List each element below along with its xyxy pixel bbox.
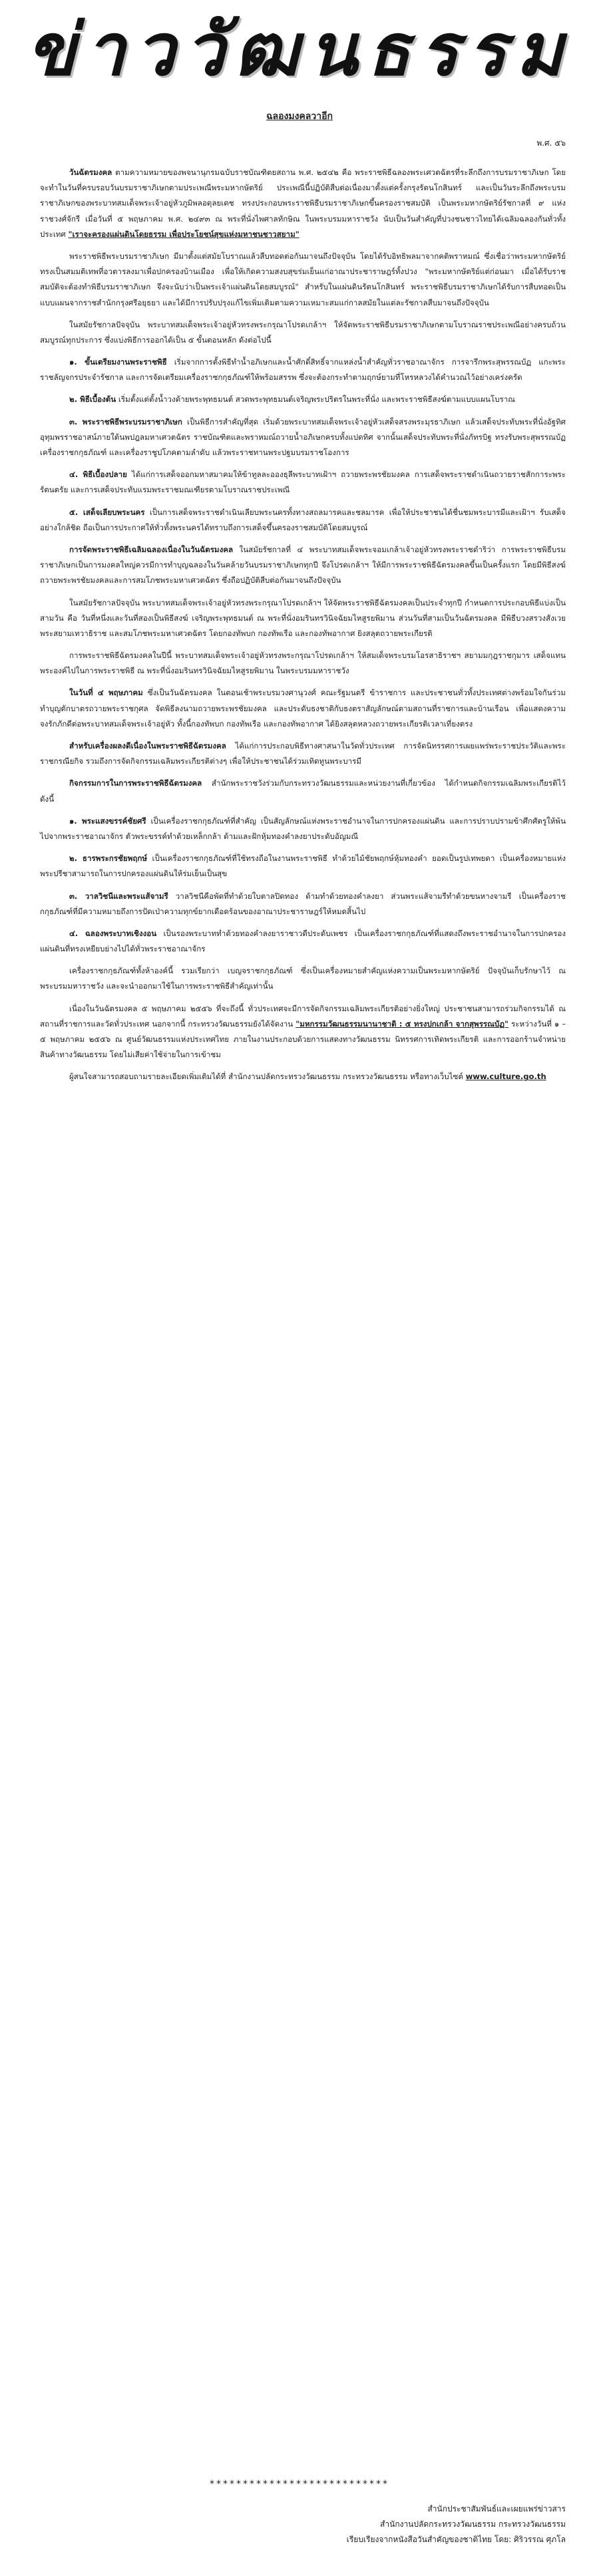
article-paragraph: [40, 1001, 566, 1063]
article-paragraph: [40, 467, 566, 498]
article-paragraph: [40, 542, 566, 589]
article-paragraph: [40, 505, 566, 536]
masthead: [0, 0, 599, 100]
paragraph-lead: การจัดพระราชพิธีเฉลิมฉลองเนื่องในวันฉัตรมงคล: [69, 544, 234, 554]
paragraph-lead: วันฉัตรมงคล: [69, 168, 112, 177]
paragraph-text: ได้แก่การเสด็จออกมหาสมาคมให้ข้าทูลละอองธุลีพระบาทเฝ้าฯ ถวายพระพรชัยมงคล การเสด็จพระราชดำเนินถวายราชสักการะพระรัตนตรัย และการเสด็จประทับแรมพระราชมณเฑียรตามโบราณราชประเพณี: [40, 470, 566, 495]
article-paragraph: [40, 249, 566, 311]
footer-line-2: สำนักงานปลัดกระทรวงวัฒนธรรม กระทรวงวัฒนธรรม: [380, 2519, 566, 2529]
paragraph-text: ในสมัยรัชกาลที่ ๔ พระบาทสมเด็จพระจอมเกล้าเจ้าอยู่หัวทรงพระราชดำริว่า การพระราชพิธีบรมราชาภิเษกเป็นการมงคลใหญ่ควรมีการทำบุญฉลองในวันคล้ายวันบรมราชาภิเษกทุกปี จึงโปรดเกล้าฯ ให้มีการพระราชพิธีฉัตรมงคลขึ้นเป็นครั้งแรก โดยมีพิธีสงฆ์ถวายพระพรชัยมงคลและการสมโภชพระมหาเศวตฉัตร ซึ่งถือปฏิบัติสืบต่อกันมาจนถึงปัจจุบัน: [40, 544, 566, 585]
paragraph-tail: ระหว่างวันที่ ๑ – ๕ พฤษภาคม ๒๕๕๖ ณ ศูนย์วัฒนธรรมแห่งประเทศไทย ภายในงานประกอบด้วยการแสดงทางวัฒนธรรม นิทรรศการเทิดพระเกียรติ และการออกร้านจำหน่ายสินค้าทางวัฒนธรรม โดยไม่เสียค่าใช้จ่ายในการเข้าชม: [40, 1019, 566, 1060]
article-paragraph: [40, 738, 566, 769]
paragraph-lead: กิจกรรมการในการพระราชพิธีฉัตรมงคล: [69, 778, 202, 788]
article-paragraph: [40, 648, 566, 679]
paragraph-text: เป็นการเสด็จพระราชดำเนินเลียบพระนครทั้งทางสถลมารคและชลมารค เพื่อให้ประชาชนได้ชื่นชมพระบารมีและเฝ้าฯ รับเสด็จอย่างใกล้ชิด ถือเป็นการประกาศให้ทั่วทั้งพระนครได้ทราบถึงการเสด็จขึ้นครองราชสมบัติโดยสมบูรณ์: [40, 507, 566, 532]
article-paragraph: [40, 685, 566, 732]
paragraph-text: ซึ่งเป็นวันฉัตรมงคล ในตอนเช้าพระบรมวงศานุวงศ์ คณะรัฐมนตรี ข้าราชการ และประชาชนทั่วทั้งประเทศต่างพร้อมใจกันร่วมทำบุญตักบาตรถวายพระราชกุศล จัดพิธีลงนามถวายพระพรชัยมงคล และประดับธงชาติกับธงตราสัญลักษณ์ตามสถานที่ราชการและบ้านเรือน เพื่อแสดงความจงรักภักดีต่อพระบาทสมเด็จพระเจ้าอยู่หัว ทั้งนี้กองทัพบก กองทัพเรือ และกองทัพอากาศ ได้ยิงสลุตหลวงถวายพระเกียรติเวลาเที่ยงตรง: [40, 688, 566, 728]
masthead-title: ข่าววัฒนธรรม: [26, 8, 573, 92]
paragraph-text: เริ่มจากการตั้งพิธีทำน้ำอภิเษกและน้ำศักดิ์สิทธิ์จากแหล่งน้ำสำคัญทั่วราชอาณาจักร การจารึกพระสุพรรณบัฏ แกะพระราชลัญจกรประจำรัชกาล และการจัดเตรียมเครื่องราชกกุธภัณฑ์ให้พร้อมสรรพ ซึ่งจะต้องกระทำตามฤกษ์ยามที่โหรหลวงได้คำนวณไว้อย่างเคร่งครัด: [40, 357, 566, 383]
paragraph-emphasis: "เราจะครองแผ่นดินโดยธรรม เพื่อประโยชน์สุขแห่งมหาชนชาวสยาม": [68, 229, 300, 239]
article-paragraph: [40, 392, 566, 407]
issue-number: พ.ศ. ๕๖: [536, 138, 566, 148]
footer-credits: [253, 2501, 566, 2547]
article-paragraph: [40, 355, 566, 385]
paragraph-text: ผู้สนใจสามารถสอบถามรายละเอียดเพิ่มเติมได้ที่ สำนักงานปลัดกระทรวงวัฒนธรรม กระทรวงวัฒนธรรม หรือทางเว็บไซต์: [69, 1072, 466, 1082]
paragraph-text: การพระราชพิธีฉัตรมงคลในปีนี้ พระบาทสมเด็จพระเจ้าอยู่หัวทรงพระกรุณาโปรดเกล้าฯ ให้สมเด็จพระบรมโอรสาธิราชฯ สยามมกุฎราชกุมาร เสด็จแทนพระองค์ไปในการพระราชพิธี ณ พระที่นั่งอมรินทรวินิจฉัยมไหสูรยพิมาน ในพระบรมมหาราชวัง: [40, 651, 566, 676]
paragraph-lead: สำหรับเครื่องผลงดีเนื่องในพระราชพิธีฉัตรมงคล: [69, 741, 226, 750]
footer-line-1: สำนักประชาสัมพันธ์และเผยแพร่ข่าวสาร: [427, 2504, 566, 2513]
article-paragraph: [40, 814, 566, 844]
paragraph-text: ตามความหมายของพจนานุกรมฉบับราชบัณฑิตยสถาน พ.ศ. ๒๕๔๒ คือ พระราชพิธีฉลองพระเศวตฉัตรที่ระลึกถึงการบรมราชาภิเษก โดยจะทำในวันที่ครบรอบวันบรมราชาภิเษกตามประเพณีพระมหากษัตริย์ ประเพณีนี้ปฏิบัติสืบต่อเนื่องมาตั้งแต่ครั้งกรุงรัตนโกสินทร์ และเป็นวันระลึกถึงพระบรมราชาภิเษกของพระบาทสมเด็จพระเจ้าอยู่หัวภูมิพลอดุลยเดช ทรงประกอบพระราชพิธีบรมราชาภิเษกขึ้นครองราชสมบัติ เป็นพระมหากษัตริย์รัชกาลที่ ๙ แห่งราชวงศ์จักรี เมื่อวันที่ ๕ พฤษภาคม พ.ศ. ๒๔๙๓ ณ พระที่นั่งไพศาลทักษิณ ในพระบรมมหาราชวัง นับเป็นวันสำคัญที่ปวงชนชาวไทยได้เฉลิมฉลองกันทั่วทั้งประเทศ: [40, 168, 566, 239]
paragraph-text: ได้แก่การประกอบพิธีทางศาสนาในวัดทั่วประเทศ การจัดนิทรรศการเผยแพร่พระราชประวัติและพระราชกรณียกิจ รวมถึงการจัดกิจกรรมเฉลิมพระเกียรติต่างๆ เพื่อให้ประชาชนได้ร่วมเทิดทูนพระบารมี: [40, 741, 566, 766]
article-paragraph: [40, 1069, 566, 1084]
paragraph-lead: ๑. ขั้นเตรียมงานพระราชพิธี: [69, 357, 167, 367]
article-paragraph: [40, 414, 566, 461]
article-paragraph: [40, 776, 566, 806]
paragraph-text: พระราชพิธีพระบรมราชาภิเษก มีมาตั้งแต่สมัยโบราณแล้วสืบทอดต่อกันมาจนถึงปัจจุบัน โดยได้รับอิทธิพลมาจากคติพราหมณ์ ซึ่งเชื่อว่าพระมหากษัตริย์ทรงเป็นสมมติเทพที่อวตารลงมาเพื่อปกครองบ้านเมือง เพื่อให้เกิดความสงบสุขร่มเย็นแก่อาณาประชาราษฎร์ทั้งปวง "พระมหากษัตริย์แต่ก่อนมา เมื่อได้รับราชสมบัติจะต้องทำพิธีบรมราชาภิเษก จึงจะนับว่าเป็นพระเจ้าแผ่นดินโดยสมบูรณ์" สำหรับในแผ่นดินรัตนโกสินทร์ พระราชพิธีบรมราชาภิเษกได้รับการสืบทอดเป็นแบบแผนจากราชสำนักกรุงศรีอยุธยา และได้มีการปรับปรุงแก้ไขเพิ่มเติมตามความเหมาะสมแก่กาลสมัยในแต่ละรัชกาลสืบมาจนถึงปัจจุบัน: [40, 251, 566, 307]
paragraph-text: เป็นเครื่องราชกกุธภัณฑ์ที่ใช้ทรงถือในงานพระราชพิธี ทำด้วยไม้ชัยพฤกษ์หุ้มทองคำ ยอดเป็นรูปเทพยดา เป็นเครื่องหมายแห่งพระปรีชาสามารถในการปกครองแผ่นดินให้ร่มเย็นเป็นสุข: [40, 854, 566, 879]
paragraph-text: เริ่มตั้งแต่ตั้งน้ำวงด้ายพระพุทธมนต์ สวดพระพุทธมนต์เจริญพระปริตรในพระที่นั่ง และพระราชพิธีสงฆ์ตามแบบแผนโบราณ: [116, 395, 516, 404]
paragraph-lead: ๒. ธารพระกรชัยพฤกษ์: [69, 854, 148, 864]
paragraph-text: เครื่องราชกกุธภัณฑ์ทั้งห้าองค์นี้ รวมเรียกว่า เบญจราชกกุธภัณฑ์ ซึ่งเป็นเครื่องหมายสำคัญแห่งความเป็นพระมหากษัตริย์ ปัจจุบันเก็บรักษาไว้ ณ พระบรมมหาราชวัง และจะนำออกมาใช้ในการพระราชพิธีสำคัญเท่านั้น: [40, 966, 566, 991]
paragraph-emphasis: "มหกรรมวัฒนธรรมนานาชาติ : ๕ ทรงปกเกล้า จากสุพรรณบัฏ": [296, 1019, 509, 1029]
subhead-title: ฉลองมงคลวาอีก: [266, 111, 333, 122]
article-paragraph: [40, 889, 566, 919]
paragraph-text: ในสมัยรัชกาลปัจจุบัน พระบาทสมเด็จพระเจ้าอยู่หัวทรงพระกรุณาโปรดเกล้าฯ ให้จัดพระราชพิธีบรมราชาภิเษกตามโบราณราชประเพณีอย่างครบถ้วนสมบูรณ์ทุกประการ ซึ่งแบ่งพิธีการออกได้เป็น ๕ ขั้นตอนหลัก ดังต่อไปนี้: [40, 319, 566, 345]
paragraph-text: วาลวิชนีคือพัดที่ทำด้วยใบตาลปิดทอง ด้ามทำด้วยทองคำลงยา ส่วนพระแส้จามรีทำด้วยขนหางจามรี เป็นเครื่องราชกกุธภัณฑ์ที่มีความหมายถึงการปัดเป่าความทุกข์ยากเดือดร้อนของอาณาประชาราษฎร์ให้หมดสิ้นไป: [40, 891, 566, 916]
paragraph-lead: ๒. พิธีเบื้องต้น: [69, 395, 116, 404]
paragraph-lead: ๕. เสด็จเลียบพระนคร: [69, 507, 145, 517]
paragraph-text: เป็นพิธีการสำคัญที่สุด เริ่มด้วยพระบาทสมเด็จพระเจ้าอยู่หัวเสด็จสรงพระมุรธาภิเษก แล้วเสด็จประทับพระที่นั่งอัฐทิศอุทุมพรราชอาสน์ภายใต้นพปฎลมหาเศวตฉัตร ราชบัณฑิตและพราหมณ์ถวายน้ำอภิเษกครบทั้งแปดทิศ จากนั้นเสด็จประทับพระที่นั่งภัทรบิฐ ทรงรับพระสุพรรณบัฏ เครื่องราชกกุธภัณฑ์ และเครื่องราชูปโภคตามลำดับ แล้วพระราชทานพระปฐมบรมราชโองการ: [40, 416, 566, 457]
paragraph-text: สำนักพระราชวังร่วมกับกระทรวงวัฒนธรรมและหน่วยงานที่เกี่ยวข้อง ได้กำหนดกิจกรรมเฉลิมพระเกียรติไว้ ดังนี้: [40, 778, 566, 804]
paragraph-lead: ๓. พระราชพิธีพระบรมราชาภิเษก: [69, 416, 182, 426]
paragraph-text: เป็นรองพระบาททำด้วยทองคำลงยาราชาวดีประดับเพชร เป็นเครื่องราชกกุธภัณฑ์ที่แสดงถึงพระราชอำนาจในการปกครองแผ่นดินที่ทรงเหยียบย่างไปได้ทั่วพระราชอาณาจักร: [40, 928, 566, 954]
article-paragraph: [40, 926, 566, 957]
paragraph-lead: ๓. วาลวิชนีและพระแส้จามรี: [69, 891, 168, 901]
paragraph-lead: ๔. ฉลองพระบาทเชิงงอน: [69, 928, 157, 938]
article-paragraph: [40, 317, 566, 348]
paragraph-text: ในสมัยรัชกาลปัจจุบัน พระบาทสมเด็จพระเจ้าอยู่หัวทรงพระกรุณาโปรดเกล้าฯ ให้จัดพระราชพิธีฉัตรมงคลเป็นประจำทุกปี กำหนดการประกอบพิธีแบ่งเป็นสามวัน คือ วันที่หนึ่งและวันที่สองเป็นพิธีสงฆ์ เจริญพระพุทธมนต์ ณ พระที่นั่งอมรินทรวินิจฉัยมไหสูรยพิมาน ส่วนวันที่สามเป็นวันฉัตรมงคล มีพิธีบวงสรวงสังเวยพระสยามเทวาธิราช และสมโภชพระมหาเศวตฉัตร โดยกองทัพบก กองทัพเรือ และกองทัพอากาศ ยิงสลุตถวายพระเกียรติ: [40, 597, 566, 638]
article-paragraph: [40, 165, 566, 242]
paragraph-lead: ๔. พิธีเบื้องปลาย: [69, 470, 127, 480]
paragraph-lead: ๑. พระแสงขรรค์ชัยศรี: [69, 816, 146, 826]
paragraph-text: เนื่องในวันฉัตรมงคล ๕ พฤษภาคม ๒๕๕๖ ที่จะถึงนี้ ทั่วประเทศจะมีการจัดกิจกรรมเฉลิมพระเกียรติอย่างยิ่งใหญ่ ประชาชนสามารถร่วมกิจกรรมได้ ณ สถานที่ราชการและวัดทั่วประเทศ นอกจากนี้ กระทรวงวัฒนธรรมยังได้จัดงาน: [40, 1003, 566, 1029]
article-paragraph: [40, 963, 566, 994]
paragraph-text: เป็นเครื่องราชกกุธภัณฑ์ที่สำคัญ เป็นสัญลักษณ์แห่งพระราชอำนาจในการปกครองแผ่นดิน และการปราบปรามข้าศึกศัตรูให้พ้นไปจากพระราชอาณาจักร ตัวพระขรรค์ทำด้วยเหล็กกล้า ด้ามและฝักหุ้มทองคำลงยาประดับอัญมณี: [40, 816, 566, 841]
paragraph-emphasis: www.culture.go.th: [465, 1072, 546, 1082]
article-paragraph: [40, 595, 566, 642]
separator-stars: ***************************: [210, 2479, 389, 2490]
footer-line-3: เรียบเรียงจากหนังสือวันสำคัญของชาติไทย โดย: ศิริวรรณ ศุภโล: [346, 2534, 566, 2544]
paragraph-lead: ในวันที่ ๔ พฤษภาคม: [69, 688, 143, 698]
article-body: [40, 165, 566, 1092]
article-paragraph: [40, 851, 566, 882]
